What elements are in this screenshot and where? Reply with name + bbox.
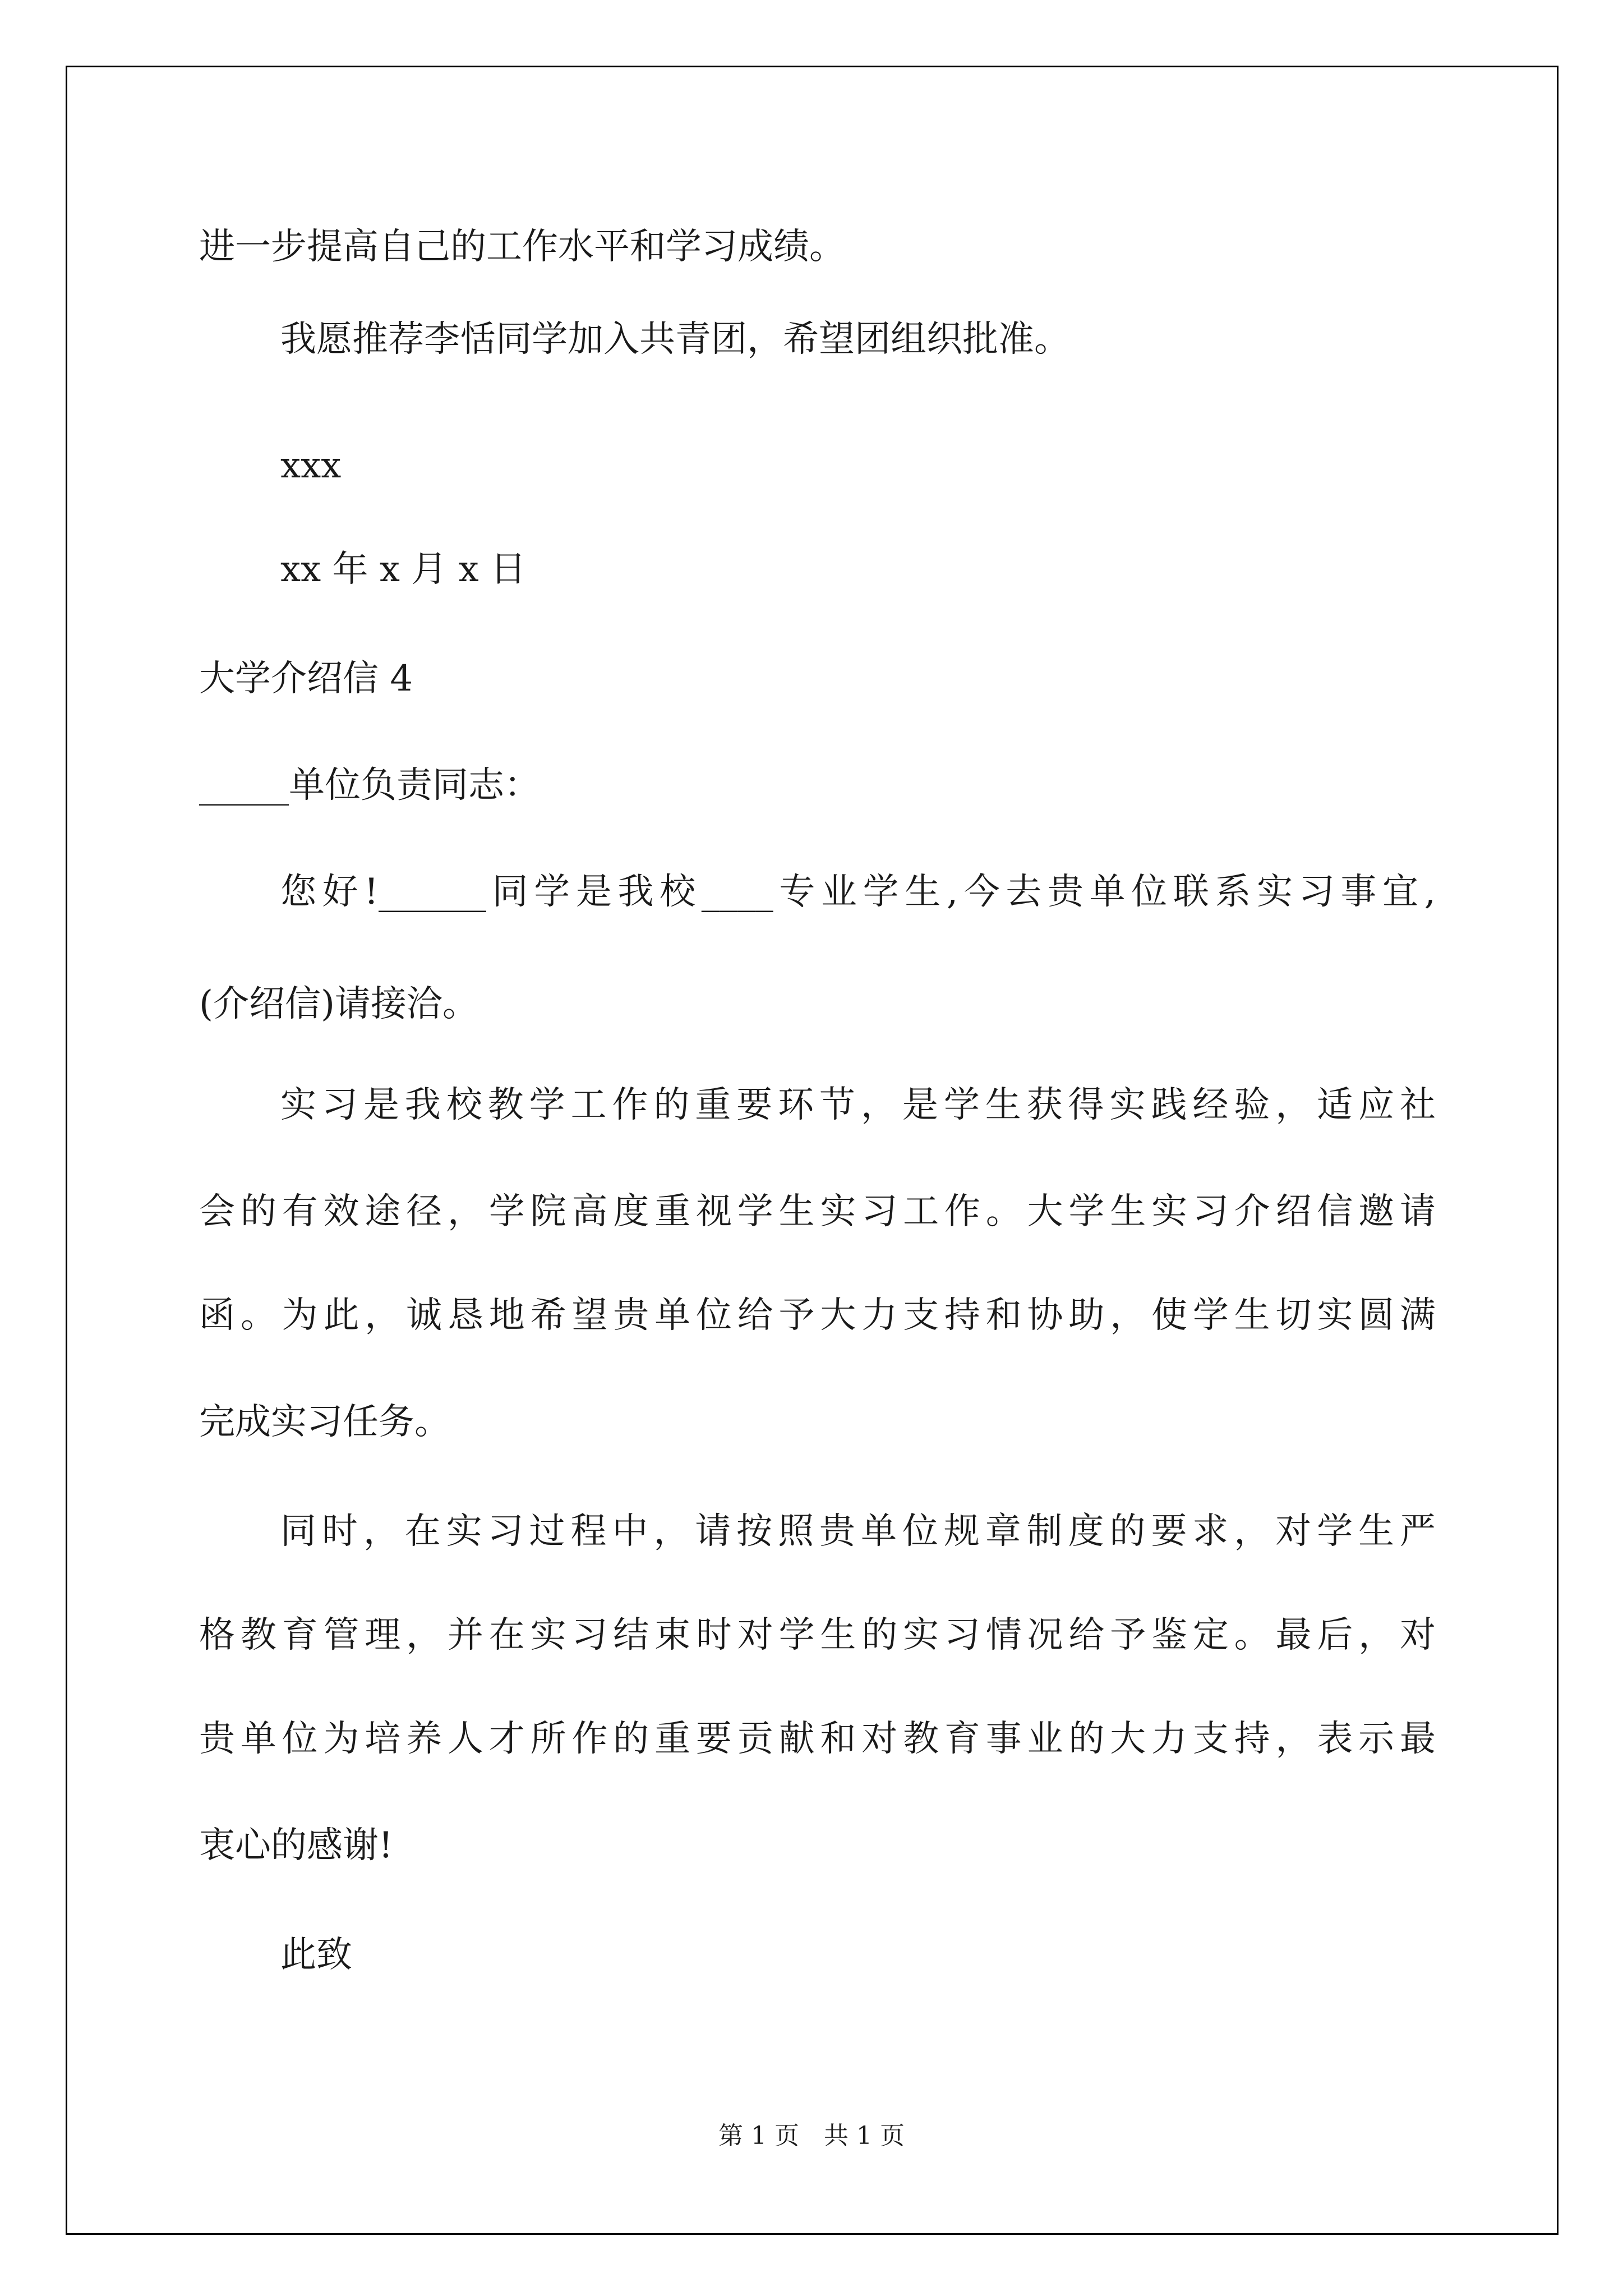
- body-line: 贵单位为培养人才所作的重要贡献和对教育事业的大力支持，表示最: [199, 1718, 1436, 1760]
- closing-phrase: 此致: [280, 1934, 352, 1976]
- body-line: 衷心的感谢!: [199, 1825, 393, 1866]
- body-line: 会的有效途径，学院高度重视学生实习工作。大学生实习介绍信邀请: [199, 1191, 1436, 1232]
- salutation: _____单位负责同志：: [199, 765, 540, 806]
- body-line: 您好!______同学是我校____专业学生,今去贵单位联系实习事宜,: [280, 871, 1436, 913]
- body-line: 格教育管理，并在实习结束时对学生的实习情况给予鉴定。最后，对: [199, 1614, 1436, 1656]
- body-line: 同时，在实习过程中，请按照贵单位规章制度的要求，对学生严: [280, 1511, 1436, 1552]
- body-line: 完成实习任务。: [199, 1401, 450, 1443]
- signature-date: xx 年 x 月 x 日: [280, 549, 527, 590]
- text-line-recommendation: 我愿推荐李恬同学加入共青团，希望团组织批准。: [280, 319, 1070, 360]
- text-line-continuation: 进一步提高自己的工作水平和学习成绩。: [199, 226, 845, 268]
- signature-name: xxx: [280, 445, 342, 486]
- page-footer: 第 1 页 共 1 页: [718, 2122, 905, 2150]
- page-border: [66, 66, 1559, 2235]
- section-heading: 大学介绍信 4: [199, 658, 413, 700]
- body-line: 函。为此，诚恳地希望贵单位给予大力支持和协助，使学生切实圆满: [199, 1295, 1436, 1336]
- body-line: 实习是我校教学工作的重要环节，是学生获得实践经验，适应社: [280, 1084, 1436, 1126]
- body-line: (介绍信)请接洽。: [199, 983, 478, 1025]
